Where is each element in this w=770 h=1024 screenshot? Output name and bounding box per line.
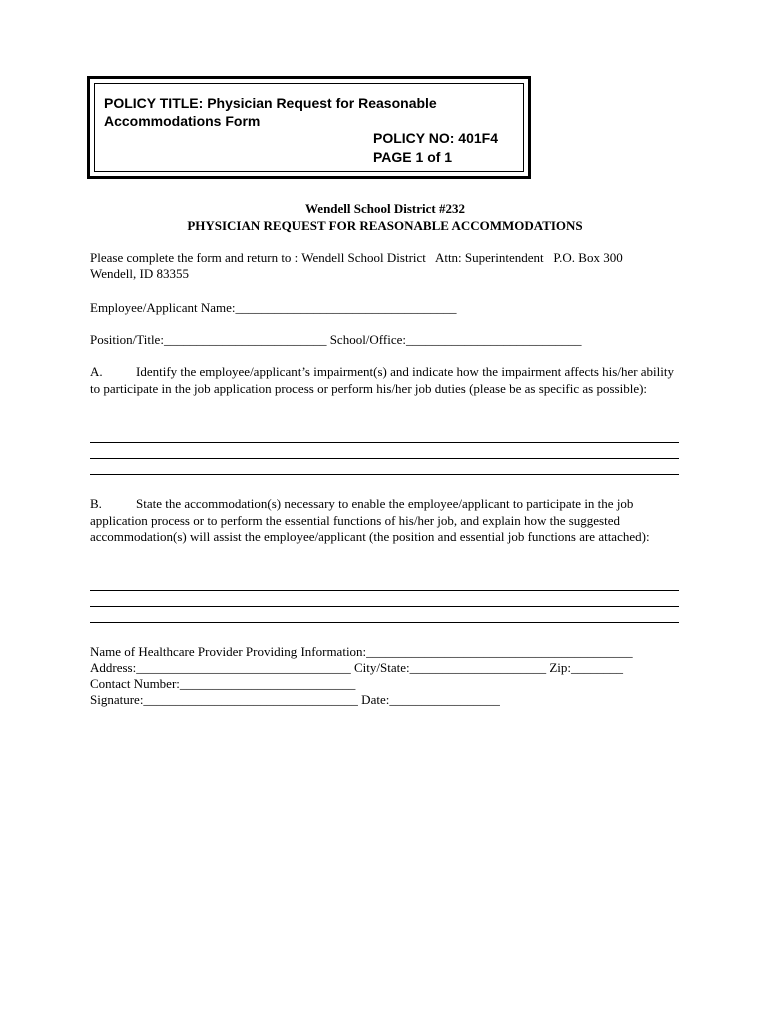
section-b-answer-line[interactable] — [90, 590, 679, 591]
section-a-label: A. — [90, 364, 103, 379]
policy-header-box — [87, 76, 531, 179]
provider-name-field[interactable]: Name of Healthcare Provider Providing Information:_________________________________________ — [90, 644, 633, 659]
policy-number: POLICY NO: 401F4 — [373, 130, 499, 146]
section-a-text: Identify the employee/applicant’s impairment(s) and indicate how the impairment affects his/her ability to participate in the job application process or perform his/her job duties (please be as specific as possible): — [90, 364, 675, 396]
instructions-line-2: Wendell, ID 83355 — [90, 266, 189, 281]
address-field[interactable]: Address:_________________________________ City/State:_____________________ Zip:________ — [90, 660, 623, 675]
section-b — [90, 496, 678, 546]
section-b-answer-line[interactable] — [90, 606, 679, 607]
section-a-answer-line[interactable] — [90, 442, 679, 443]
section-a-answer-line[interactable] — [90, 474, 679, 475]
section-b-text: State the accommodation(s) necessary to enable the employee/applicant to participate in the job application process or to perform the essential functions of his/her job, and explain how the suggested accommodation(s) will assist the employee/applicant (the position and essential job functions are attached): — [90, 496, 650, 544]
section-a — [90, 364, 678, 397]
form-title: PHYSICIAN REQUEST FOR REASONABLE ACCOMMODATIONS — [187, 218, 583, 233]
section-b-label: B. — [90, 496, 102, 511]
page-number: PAGE 1 of 1 — [373, 149, 453, 165]
instructions-line-1: Please complete the form and return to : Wendell School District Attn: Superintendent P.O. Box 300 — [90, 250, 623, 265]
district-heading: Wendell School District #232 — [305, 201, 465, 216]
section-a-answer-line[interactable] — [90, 458, 679, 459]
signature-field[interactable]: Signature:_________________________________ Date:_________________ — [90, 692, 500, 707]
employee-name-field[interactable]: Employee/Applicant Name:__________________________________ — [90, 300, 457, 315]
contact-number-field[interactable]: Contact Number:___________________________ — [90, 676, 356, 691]
position-school-field[interactable]: Position/Title:_________________________ School/Office:___________________________ — [90, 332, 582, 347]
policy-title: POLICY TITLE: Physician Request for Reasonable Accommodations Form — [104, 95, 437, 129]
section-b-answer-line[interactable] — [90, 622, 679, 623]
